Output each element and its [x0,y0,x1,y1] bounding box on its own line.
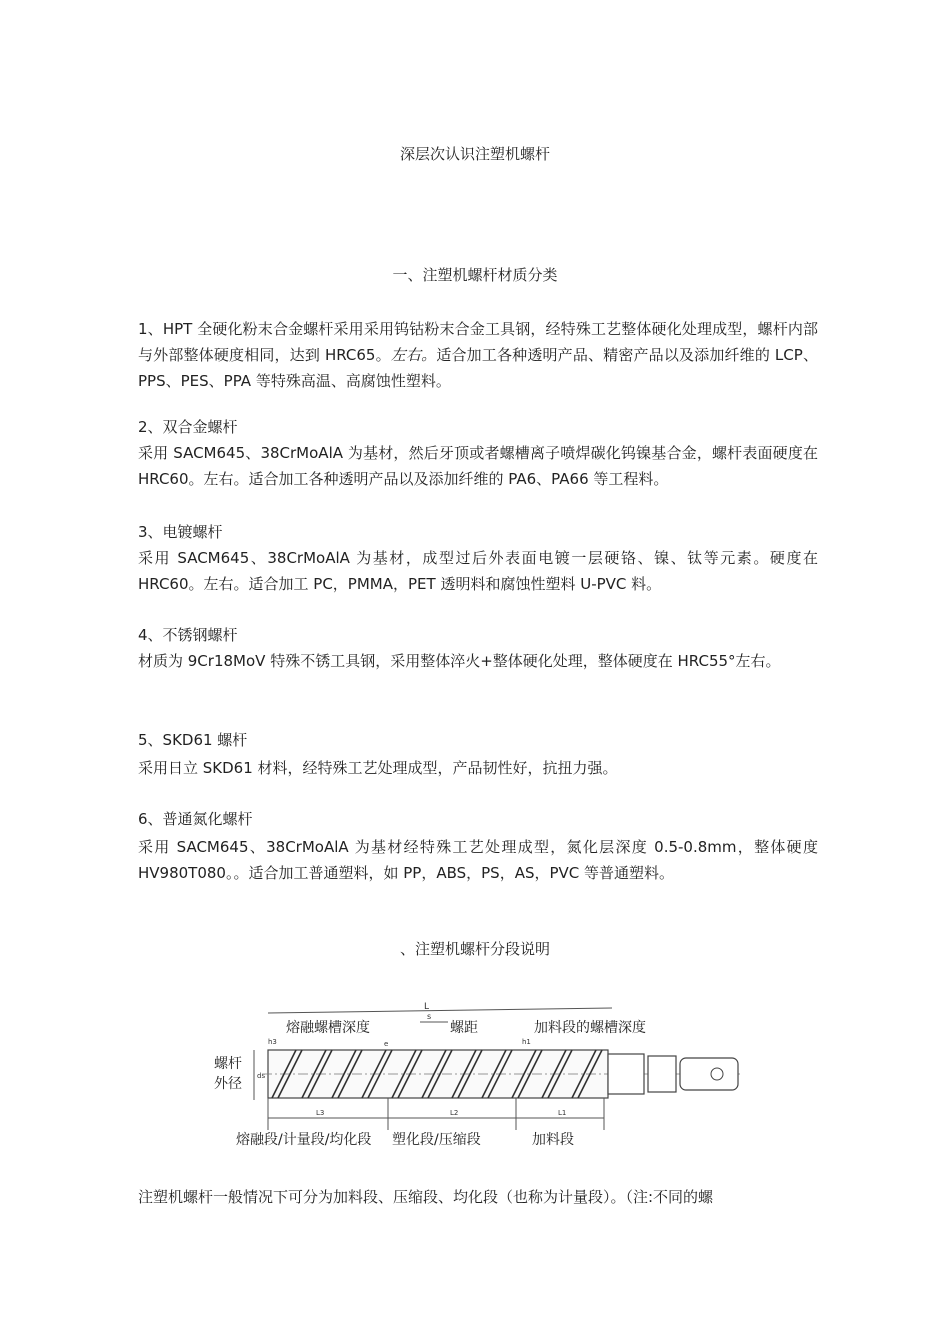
material-item-title-bimetal: 2、双合金螺杆 [138,418,238,436]
label-melt-channel-depth: 熔融螺槽深度 [286,1020,370,1036]
dim-label-e: e [384,1040,389,1048]
screw-shank-ring [648,1056,676,1092]
dim-label-L1: L1 [558,1109,567,1117]
label-feed-channel-depth: 加料段的螺槽深度 [534,1020,646,1036]
label-pitch: 螺距 [450,1020,478,1036]
label-diameter-1: 螺杆 [214,1056,242,1072]
screw-shank-end [680,1058,738,1090]
material-item-title-nitrided: 6、普通氮化螺杆 [138,810,253,828]
material-item-body-stainless: 材质为 9Cr18MoV 特殊不锈工具钢，采用整体淬火+整体硬化处理，整体硬度在 HRC55°左右。 [138,652,781,670]
dim-label-s: s [427,1012,432,1021]
dim-label-total: L [424,1002,430,1012]
material-item-body-skd61: 采用日立 SKD61 材料，经特殊工艺处理成型，产品韧性好，抗扭力强。 [138,759,618,777]
screw-segment-diagram [212,1000,752,1150]
segments-paragraph: 注塑机螺杆一般情况下可分为加料段、压缩段、均化段（也称为计量段）。（注:不同的螺 [138,1188,714,1206]
material-item-title-skd61: 5、SKD61 螺杆 [138,731,248,749]
page-title: 深层次认识注塑机螺杆 [399,145,550,163]
material-item-hpt-italic: 左右。 [390,346,437,364]
material-item-hpt [138,316,818,394]
dim-line-total [268,1008,612,1013]
screw-shank-collar [608,1054,644,1094]
label-segment-metering: 熔融段/计量段/均化段 [236,1132,372,1148]
material-item-body-bimetal: 采用 SACM645、38CrMoAlA 为基材，然后牙顶或者螺槽离子喷焊碳化钨镍基合金，螺杆表面硬度在 HRC60。左右。适合加工各种透明产品以及添加纤维的 PA6、PA66 等工程料。 [138,444,818,488]
dim-label-L2: L2 [450,1109,459,1117]
material-item-hpt-text-b: 适合加工各种透明产品、精密产品以及添加纤维的 LCP、PPS、PES、PPA 等特殊高温、高腐蚀性塑料。 [138,346,818,390]
label-segment-feed: 加料段 [532,1132,574,1148]
material-item-title-stainless: 4、不锈钢螺杆 [138,626,238,644]
label-diameter-2: 外径 [214,1076,242,1092]
material-item-body-plated: 采用 SACM645、38CrMoAlA 为基材，成型过后外表面电镀一层硬铬、镍、钛等元素。硬度在 HRC60。左右。适合加工 PC，PMMA，PET 透明料和腐蚀性塑料 U-PVC 料。 [138,549,818,593]
dim-label-h3: h3 [268,1038,277,1046]
material-item-hpt-text-a: 1、HPT 全硬化粉末合金螺杆采用采用钨钴粉末合金工具钢，经特殊工艺整体硬化处理成型，螺杆内部与外部整体硬度相同，达到 HRC65。 [138,320,818,364]
screw-diagram-svg [212,1000,752,1150]
material-item-body-nitrided: 采用 SACM645、38CrMoAlA 为基材经特殊工艺处理成型，氮化层深度 0.5-0.8mm，整体硬度 HV980T080。。适合加工普通塑料，如 PP，ABS，PS，AS，PVC 等普通塑料。 [138,838,818,882]
section-heading-segments: 、注塑机螺杆分段说明 [399,940,550,958]
dim-label-h1: h1 [522,1038,531,1046]
material-item-title-plated: 3、电镀螺杆 [138,523,223,541]
dim-label-L3: L3 [316,1109,325,1117]
label-segment-compression: 塑化段/压缩段 [392,1132,481,1148]
dim-label-ds: ds [257,1072,266,1080]
section-heading-materials: 一、注塑机螺杆材质分类 [392,266,558,284]
